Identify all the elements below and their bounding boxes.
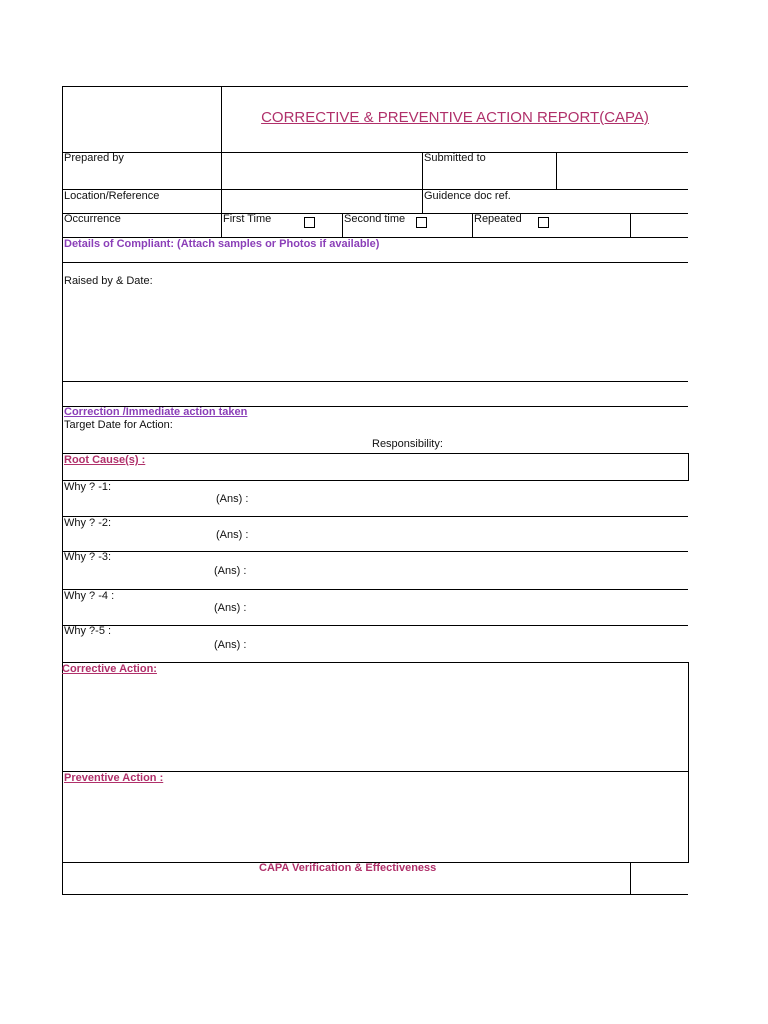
corrective-action-area[interactable] xyxy=(64,680,686,768)
details-bottom-line xyxy=(62,262,688,263)
raised-by-date-label: Raised by & Date: xyxy=(64,275,153,287)
why-answer-label: (Ans) : xyxy=(216,493,249,505)
responsibility-label: Responsibility: xyxy=(372,438,443,450)
complaint-end-line xyxy=(62,381,688,382)
first-time-checkbox[interactable] xyxy=(304,217,315,228)
prepared-by-label: Prepared by xyxy=(64,152,124,164)
submitted-to-label: Submitted to xyxy=(424,152,486,164)
repeated-label: Repeated xyxy=(474,213,522,225)
repeated-divider-line xyxy=(472,213,473,237)
submitted-to-field[interactable] xyxy=(557,153,687,189)
correction-action-label: Correction /Immediate action taken xyxy=(64,406,248,418)
why-question: Why ? -1: xyxy=(64,481,112,493)
repeated-checkbox[interactable] xyxy=(538,217,549,228)
guidance-doc-label: Guidence doc ref. xyxy=(424,190,511,202)
location-reference-label: Location/Reference xyxy=(64,190,160,202)
submitted-divider-line xyxy=(422,152,423,213)
details-of-complaint-label: Details of Compliant: (Attach samples or Photos if available) xyxy=(64,238,380,250)
frame-bottom-line xyxy=(62,894,688,895)
why-row-line xyxy=(62,589,688,590)
target-date-label: Target Date for Action: xyxy=(64,419,173,431)
guidance-doc-field[interactable] xyxy=(557,190,687,213)
why-question: Why ? -4 : xyxy=(64,590,115,602)
why-answer-label: (Ans) : xyxy=(214,639,247,651)
root-cause-box xyxy=(62,453,689,481)
form-title: CORRECTIVE & PREVENTIVE ACTION REPORT(CAPA) xyxy=(261,109,649,126)
why-question: Why ? -2: xyxy=(64,517,112,529)
why-question: Why ? -3: xyxy=(64,551,112,563)
corrective-action-label: Corrective Action: xyxy=(62,663,157,675)
occurrence-label: Occurrence xyxy=(64,213,121,225)
prepared-by-field[interactable] xyxy=(222,153,422,189)
location-reference-field[interactable] xyxy=(222,190,422,213)
root-cause-label: Root Cause(s) : xyxy=(64,454,146,466)
second-time-label: Second time xyxy=(344,213,406,225)
why-row-line xyxy=(62,516,688,517)
why-row-line xyxy=(62,551,688,552)
capa-verification-label: CAPA Verification & Effectiveness xyxy=(259,862,437,874)
occurrence-end-divider-line xyxy=(630,213,631,237)
why-answer-label: (Ans) : xyxy=(214,602,247,614)
frame-top-line xyxy=(62,86,688,87)
first-time-label: First Time xyxy=(223,213,272,225)
why-row-line xyxy=(62,625,688,626)
preventive-action-label: Preventive Action : xyxy=(64,772,164,784)
why-answer-label: (Ans) : xyxy=(214,565,247,577)
why-answer-label: (Ans) : xyxy=(216,529,249,541)
second-time-checkbox[interactable] xyxy=(416,217,427,228)
why-question: Why ?-5 : xyxy=(64,625,112,637)
verification-divider-line xyxy=(630,862,631,895)
second-time-divider-line xyxy=(342,213,343,237)
complaint-details-area[interactable] xyxy=(63,290,687,380)
preventive-action-area[interactable] xyxy=(64,789,686,859)
